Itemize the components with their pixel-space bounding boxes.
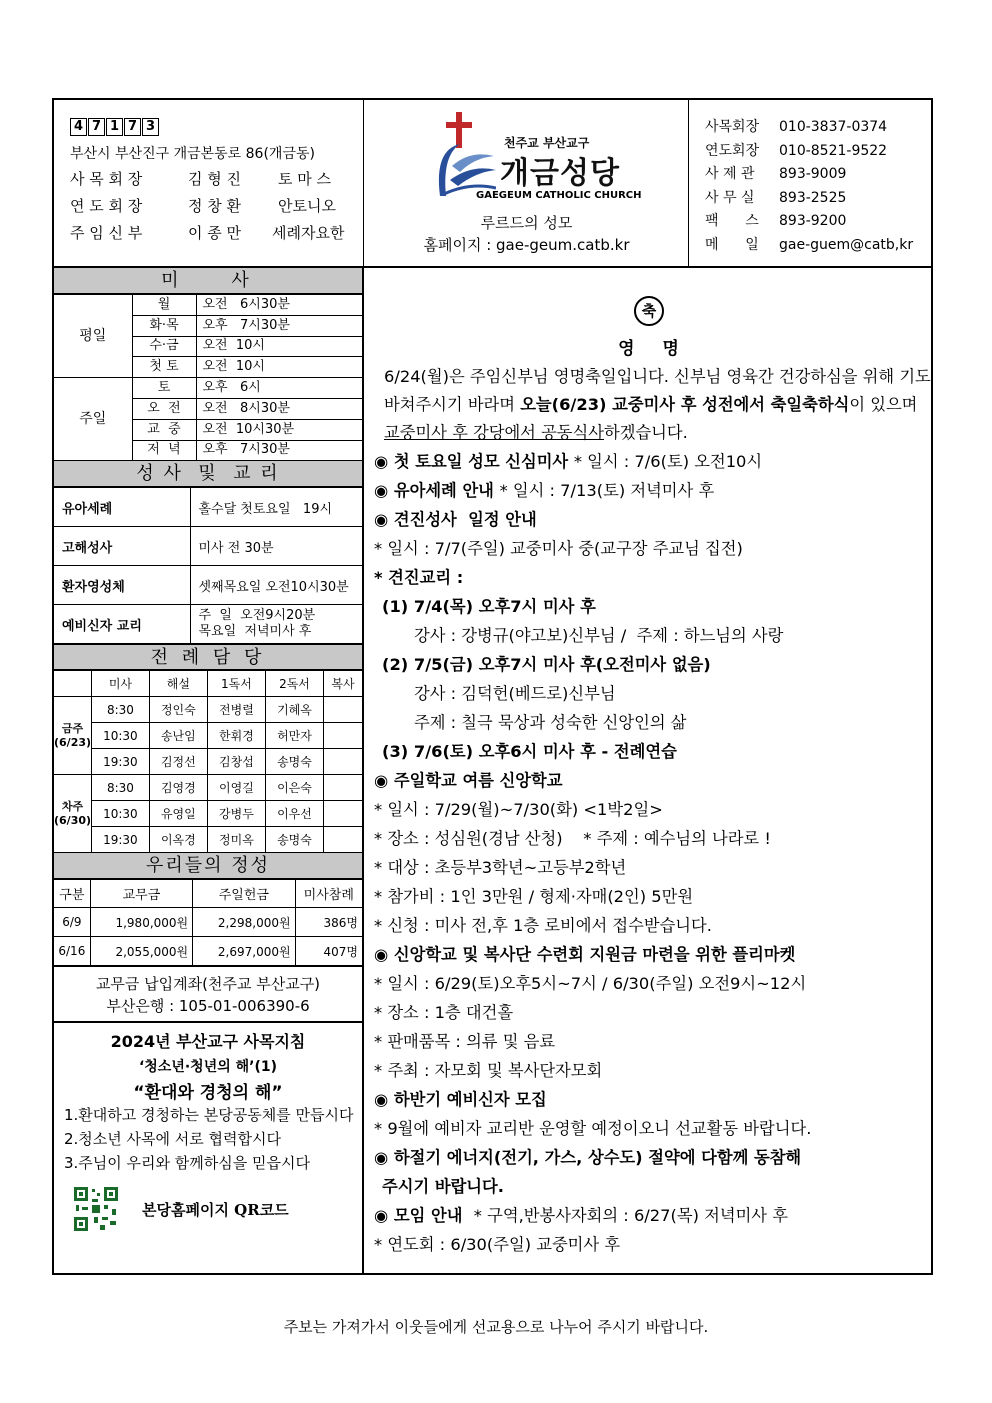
- announcement-line: * 9월에 예비자 교리반 운영할 예정이오니 선교활동 바랍니다.: [374, 1119, 812, 1138]
- policy-item: 2.청소년 사목에 서로 협력합시다: [64, 1130, 281, 1149]
- announcement-paragraph: 6/24(월)은 주임신부님 영명축일입니다. 신부님 영육간 건강하심을 위해 기도바쳐주시기 바라며 오늘(6/23) 교중미사 후 성전에서 축일축하식이 있으며 교중미사 후 강당에서 공동식사하겠습니다.: [384, 367, 931, 442]
- table-cell: 송명숙: [265, 749, 323, 775]
- col-header: 미사: [92, 671, 150, 697]
- table-cell: 10:30: [92, 723, 150, 749]
- table-cell: 정미옥: [207, 827, 265, 853]
- table-cell: 이은숙: [265, 775, 323, 801]
- announcement-line: * 참가비 : 1인 3만원 / 형제·자매(2인) 5만원: [374, 887, 694, 906]
- bulletin-frame: [52, 98, 933, 1275]
- address: 부산시 부산진구 개금본동로 86(개금동): [70, 146, 315, 162]
- logo-english: GAEGEUM CATHOLIC CHURCH: [476, 190, 642, 201]
- announcement-line: ◉ 하절기 에너지(전기, 가스, 상수도) 절약에 다함께 동참해: [374, 1148, 802, 1167]
- left-column: [54, 268, 364, 1275]
- qr-label: 본당홈페이지 QR코드: [142, 1200, 289, 1219]
- table-cell: 송난임: [149, 723, 207, 749]
- table-cell: 2,298,000원: [193, 908, 295, 937]
- table-cell: 기혜옥: [265, 697, 323, 723]
- table-cell: 허만자: [265, 723, 323, 749]
- col-header: 복사: [324, 671, 362, 697]
- main-content: [366, 268, 931, 1275]
- policy-slogan: “환대와 경청의 해”: [133, 1083, 283, 1104]
- table-cell: 유영일: [149, 801, 207, 827]
- announcement-line: ◉ 모임 안내 * 구역,반봉사자회의 : 6/27(목) 저녁미사 후: [374, 1206, 788, 1225]
- sacrament-name: 유아세례: [54, 488, 190, 527]
- col-header: 미사참례: [295, 880, 362, 908]
- sacrament-name: 환자영성체: [54, 566, 190, 605]
- policy-item: 3.주님이 우리와 함께하심을 믿읍시다: [64, 1154, 310, 1173]
- church-logo-icon: [430, 110, 496, 200]
- col-header: 주일헌금: [193, 880, 295, 908]
- mass-day: 첫 토: [132, 357, 196, 378]
- zip-digit: 4: [70, 118, 87, 136]
- table-cell: 강병두: [207, 801, 265, 827]
- table-cell: 10:30: [92, 801, 150, 827]
- mass-time: 오전 8시30분: [196, 398, 362, 419]
- table-cell: [324, 697, 362, 723]
- announcement-line: 주시기 바랍니다.: [382, 1177, 504, 1196]
- sunday-label: 주일: [54, 378, 132, 461]
- table-cell: 김정선: [149, 749, 207, 775]
- pastoral-policy: [54, 1023, 362, 1233]
- offering-heading: 우리들의 정성: [54, 853, 362, 879]
- announcement-line: * 견진교리 :: [374, 568, 464, 587]
- table-cell: 송명숙: [265, 827, 323, 853]
- announcement-line: ◉ 하반기 예비신자 모집: [374, 1090, 547, 1109]
- announcement-line: 주제 : 칠극 묵상과 성숙한 신앙인의 삶: [414, 713, 687, 732]
- week-label: 차주(6/30): [54, 775, 92, 853]
- mass-table: [54, 294, 362, 461]
- table-cell: 1,980,000원: [90, 908, 192, 937]
- announcement-line: * 신청 : 미사 전,후 1층 로비에서 접수받습니다.: [374, 916, 712, 935]
- table-cell: 김창섭: [207, 749, 265, 775]
- contact-row: 메 일 gae-guem@catb,kr: [705, 236, 914, 253]
- logo-subtitle: 천주교 부산교구: [504, 136, 590, 150]
- table-cell: 19:30: [92, 827, 150, 853]
- table-cell: 407명: [295, 937, 362, 966]
- bank-info: [54, 966, 362, 1023]
- contact-row: 사목회장 010-3837-0374: [705, 119, 888, 135]
- table-cell: 한휘경: [207, 723, 265, 749]
- policy-item: 1.환대하고 경청하는 본당공동체를 만듭시다: [64, 1106, 354, 1125]
- col-header: 2독서: [265, 671, 323, 697]
- sacraments-heading: 성 사 및 교 리: [54, 461, 362, 487]
- policy-title: 2024년 부산교구 사목지침: [110, 1032, 306, 1052]
- zip-digit: 7: [124, 118, 141, 136]
- blank-cell: [54, 671, 92, 697]
- announcement-line: * 주최 : 자모회 및 복사단자모회: [374, 1061, 603, 1080]
- sacrament-time: 셋째목요일 오전10시30분: [190, 566, 362, 605]
- table-cell: 2,697,000원: [193, 937, 295, 966]
- announcement-line: * 일시 : 7/7(주일) 교중미사 중(교구장 주교님 집전): [374, 539, 743, 558]
- announcement-line: * 일시 : 7/29(월)~7/30(화) <1박2일>: [374, 800, 663, 819]
- offering-table: [54, 879, 362, 966]
- contact-row: 사 무 실 893-2525: [705, 189, 847, 206]
- qr-row: [54, 1185, 362, 1233]
- table-cell: 8:30: [92, 775, 150, 801]
- qr-code-icon[interactable]: [72, 1185, 120, 1233]
- announcement-line: 강사 : 김덕헌(베드로)신부님: [414, 684, 616, 703]
- sacrament-time: 주 일 오전9시20분 목요일 저녁미사 후: [190, 605, 362, 644]
- announcement-line: * 연도회 : 6/30(주일) 교중미사 후: [374, 1235, 621, 1254]
- announcement-line: * 대상 : 초등부3학년~고등부2학년: [374, 858, 627, 877]
- announcement-line: ◉ 첫 토요일 성모 신심미사 * 일시 : 7/6(토) 오전10시: [374, 452, 763, 471]
- zip-digit: 3: [142, 118, 159, 136]
- table-cell: [324, 749, 362, 775]
- sacraments-table: [54, 487, 362, 644]
- mass-day: 수·금: [132, 336, 196, 357]
- table-cell: 6/16: [54, 937, 90, 966]
- table-cell: 이영길: [207, 775, 265, 801]
- mass-time: 오전 6시30분: [196, 295, 362, 316]
- col-header: 해설: [149, 671, 207, 697]
- contact-row: 연도회장 010-8521-9522: [705, 142, 888, 159]
- mass-day: 월: [132, 295, 196, 316]
- mass-time: 오후 7시30분: [196, 440, 362, 461]
- bank-line: 부산은행 : 105-01-006390-6: [106, 997, 310, 1016]
- mass-day: 오 전: [132, 398, 196, 419]
- col-header: 구분: [54, 880, 90, 908]
- announcement-line: * 장소 : 1층 대건홀: [374, 1003, 514, 1022]
- liturgy-table: [54, 670, 362, 853]
- mass-day: 교 중: [132, 419, 196, 440]
- col-header: 1독서: [207, 671, 265, 697]
- mass-heading: 미 사: [54, 268, 362, 294]
- col-header: 교무금: [90, 880, 192, 908]
- sacrament-time: 미사 전 30분: [190, 527, 362, 566]
- zip-digit: 1: [106, 118, 123, 136]
- table-cell: [324, 775, 362, 801]
- contact-row: 사 제 관 893-9009: [705, 166, 847, 182]
- table-cell: [324, 801, 362, 827]
- zip-digit: 7: [88, 118, 105, 136]
- week-label: 금주(6/23): [54, 697, 92, 775]
- bank-line: 교무금 납입계좌(천주교 부산교구): [95, 975, 321, 994]
- announcement-line: ◉ 유아세례 안내 * 일시 : 7/13(토) 저녁미사 후: [374, 481, 715, 500]
- header-center: [364, 100, 689, 266]
- sacrament-name: 고해성사: [54, 527, 190, 566]
- announcement-line: ◉ 견진성사 일정 안내: [374, 510, 537, 529]
- announcement-list: [374, 447, 931, 1259]
- announcement-line: * 일시 : 6/29(토)오후5시~7시 / 6/30(주일) 오전9시~12시: [374, 974, 807, 993]
- sacrament-name: 예비신자 교리: [54, 605, 190, 644]
- announcement-line: 강사 : 강병규(야고보)신부님 / 주제 : 하느님의 사랑: [414, 626, 784, 645]
- table-cell: 6/9: [54, 908, 90, 937]
- announcement-line: * 장소 : 성심원(경남 산청) * 주제 : 예수님의 나라로 !: [374, 829, 771, 848]
- table-cell: 전병렬: [207, 697, 265, 723]
- table-cell: [324, 723, 362, 749]
- announcement-line: (1) 7/4(목) 오후7시 미사 후: [382, 597, 596, 616]
- table-cell: 386명: [295, 908, 362, 937]
- announcement-line: ◉ 신앙학교 및 복사단 수련회 지원금 마련을 위한 플리마켓: [374, 945, 796, 964]
- table-cell: 19:30: [92, 749, 150, 775]
- mass-time: 오후 7시30분: [196, 315, 362, 336]
- contact-row: 팩 스 893-9200: [705, 213, 847, 229]
- staff-row: 주 임 신 부 이 종 만 세례자요한: [70, 224, 345, 242]
- liturgy-heading: 전 례 담 당: [54, 644, 362, 670]
- header: [54, 100, 931, 268]
- announcement-line: * 판매품목 : 의류 및 음료: [374, 1032, 556, 1051]
- table-cell: 정인숙: [149, 697, 207, 723]
- mass-day: 저 녁: [132, 440, 196, 461]
- mass-day: 화·목: [132, 315, 196, 336]
- contacts: [689, 100, 931, 266]
- main-title: 영명: [618, 339, 707, 359]
- mass-time: 오전 10시30분: [196, 419, 362, 440]
- announcement-line: (2) 7/5(금) 오후7시 미사 후(오전미사 없음): [382, 655, 711, 674]
- sacrament-time: 홀수달 첫토요일 19시: [190, 488, 362, 527]
- table-cell: 이옥경: [149, 827, 207, 853]
- header-left: [54, 100, 364, 266]
- table-cell: 이우선: [265, 801, 323, 827]
- homepage: 홈페이지 : gae-geum.catb.kr: [423, 236, 630, 254]
- logo-title: 개금성당: [500, 156, 620, 191]
- table-cell: 8:30: [92, 697, 150, 723]
- celebration-badge: 축: [634, 296, 664, 326]
- weekday-label: 평일: [54, 295, 132, 378]
- footer-note: 주보는 가져가서 이웃들에게 선교용으로 나누어 주시기 바랍니다.: [283, 1318, 709, 1336]
- zip-code: [70, 118, 363, 136]
- mass-time: 오전 10시: [196, 357, 362, 378]
- table-cell: 김영경: [149, 775, 207, 801]
- table-cell: 2,055,000원: [90, 937, 192, 966]
- staff-row: 연 도 회 장 정 창 환 안토니오: [70, 197, 336, 215]
- announcement-line: (3) 7/6(토) 오후6시 미사 후 - 전례연습: [382, 742, 677, 761]
- policy-subtitle: ‘청소년·청년의 해’(1): [138, 1059, 278, 1076]
- table-cell: [324, 827, 362, 853]
- patron: 루르드의 성모: [480, 214, 573, 232]
- mass-time: 오후 6시: [196, 378, 362, 399]
- staff-row: 사 목 회 장 김 형 진 토 마 스: [70, 170, 332, 188]
- mass-time: 오전 10시: [196, 336, 362, 357]
- announcement-line: ◉ 주일학교 여름 신앙학교: [374, 771, 563, 790]
- mass-day: 토: [132, 378, 196, 399]
